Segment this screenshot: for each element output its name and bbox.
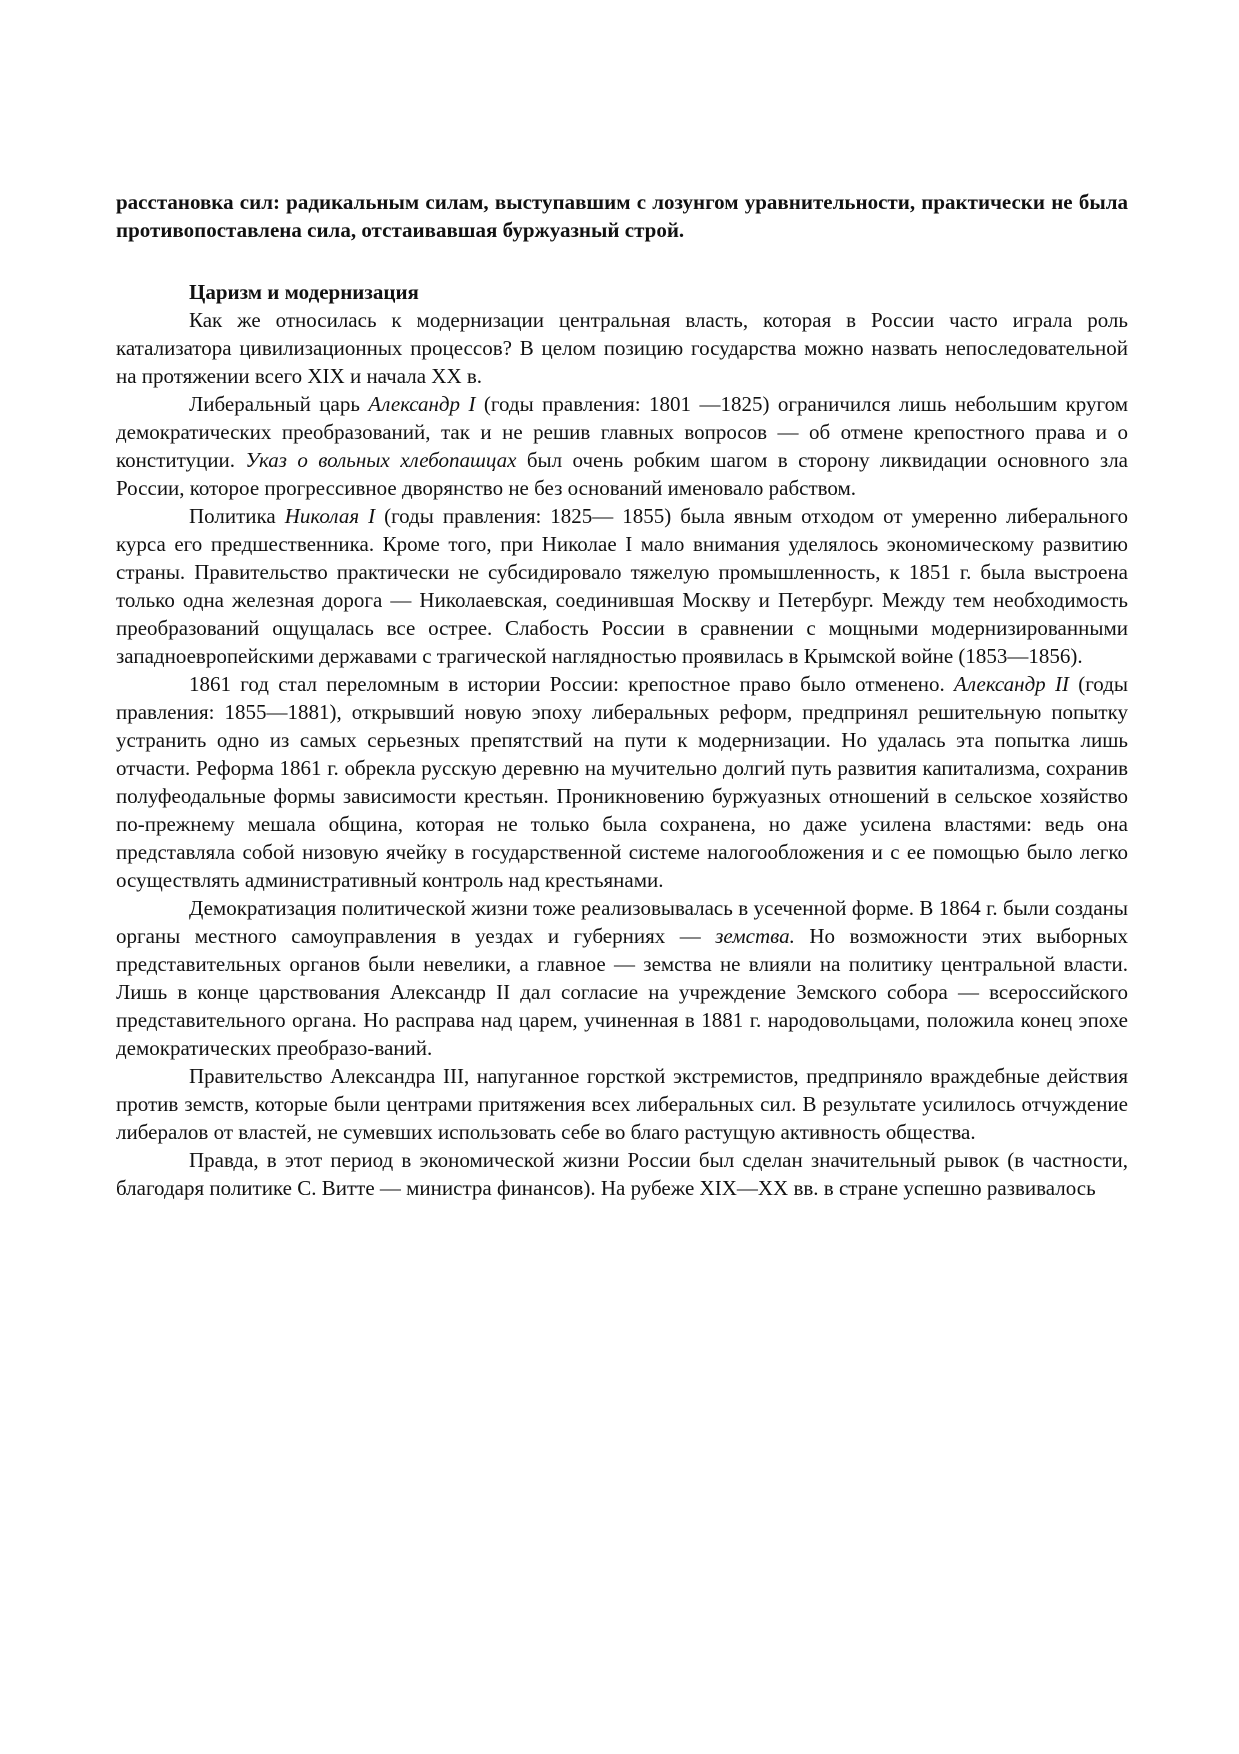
paragraph-4 [116, 670, 1128, 894]
paragraph-3-emphasis-nicholas-i: Николая I [284, 504, 376, 528]
section-title: Царизм и модернизация [189, 280, 419, 304]
document-page [116, 188, 1128, 1202]
paragraph-3 [116, 502, 1128, 670]
paragraph-5 [116, 894, 1128, 1062]
paragraph-3-text-b: (годы правления: 1825— 1855) была явным отходом от умеренно либерального курса его предшественника. Кроме того, при Николае I мало внимания уделялось экономическому развитию страны. Правительство практически не субсидировало тяжелую промышленность, к 1851 г. была выстроена только одна железная дорога — Николаевская, соединившая Москву и Петербург. Между тем необходимость преобразований ощущалась все острее. Слабость России в сравнении с мощными модернизированными западноевропейскими державами с трагической наглядностью проявилась в Крымской войне (1853—1856). [116, 504, 1129, 668]
paragraph-2-text-c: был очень робким шагом в сторону ликвидации основного зла России, которое прогрессивное дворянство не без оснований именовало рабством. [116, 448, 1128, 500]
paragraph-2 [116, 390, 1128, 502]
paragraph-2-emphasis-decree: Указ о вольных хлебопашцах [245, 448, 517, 472]
paragraph-4-emphasis-alexander-ii: Александр II [954, 672, 1069, 696]
intro-paragraph: расстановка сил: радикальным силам, выступавшим с лозунгом уравнительности, практически не была противопоставлена сила, отстаивавшая буржуазный строй. [116, 190, 1128, 242]
paragraph-5-emphasis-zemstva: земства. [715, 924, 795, 948]
paragraph-1: Как же относилась к модернизации центральная власть, которая в России часто играла роль катализатора цивилизационных процессов? В целом позицию государства можно назвать непоследовательной на протяжении всего XIX и начала XX в. [116, 308, 1128, 388]
paragraph-2-emphasis-alexander-i: Александр I [368, 392, 476, 416]
paragraph-6: Правительство Александра III, напуганное горсткой экстремистов, предприняло враждебные действия против земств, которые были центрами притяжения всех либеральных сил. В результате усилилось отчуждение либералов от властей, не сумевших использовать себе во благо растущую активность общества. [116, 1064, 1128, 1144]
paragraph-5-text-a: Демократизация политической жизни тоже реализовывалась в усеченной форме. В 1864 г. были созданы органы местного самоуправления в уездах и губерниях — [116, 896, 1128, 948]
paragraph-2-text-b: (годы правления: 1801 —1825) ограничился лишь небольшим кругом демократических преобразований, так и не решив главных вопросов — об отмене крепостного права и о конституции. [116, 392, 1128, 472]
paragraph-2-text-a: Либеральный царь [189, 392, 369, 416]
paragraph-4-text-a: 1861 год стал переломным в истории России: крепостное право было отменено. [189, 672, 955, 696]
paragraph-3-text-a: Политика [189, 504, 285, 528]
paragraph-7: Правда, в этот период в экономической жизни России был сделан значительный рывок (в частности, благодаря политике С. Витте — министра финансов). На рубеже XIX—XX вв. в стране успешно развивалось [116, 1148, 1128, 1200]
paragraph-4-text-b: (годы правления: 1855—1881), открывший новую эпоху либеральных реформ, предпринял решительную попытку устранить одно из самых серьезных препятствий на пути к модернизации. Но удалась эта попытка лишь отчасти. Реформа 1861 г. обрекла русскую деревню на мучительно долгий путь развития капитализма, сохранив полуфеодальные формы зависимости крестьян. Проникновению буржуазных отношений в сельское хозяйство по-прежнему мешала община, которая не только была сохранена, но даже усилена властями: ведь она представляла собой низовую ячейку в государственной системе налогообложения и с ее помощью было легко осуществлять административный контроль над крестьянами. [116, 672, 1128, 892]
paragraph-5-text-b: Но возможности этих выборных представительных органов были невелики, а главное — земства не влияли на политику центральной власти. Лишь в конце царствования Александр II дал согласие на учреждение Земского собора — всероссийского представительного органа. Но расправа над царем, учиненная в 1881 г. народовольцами, положила конец эпохе демократических преобразо-ваний. [116, 924, 1128, 1060]
